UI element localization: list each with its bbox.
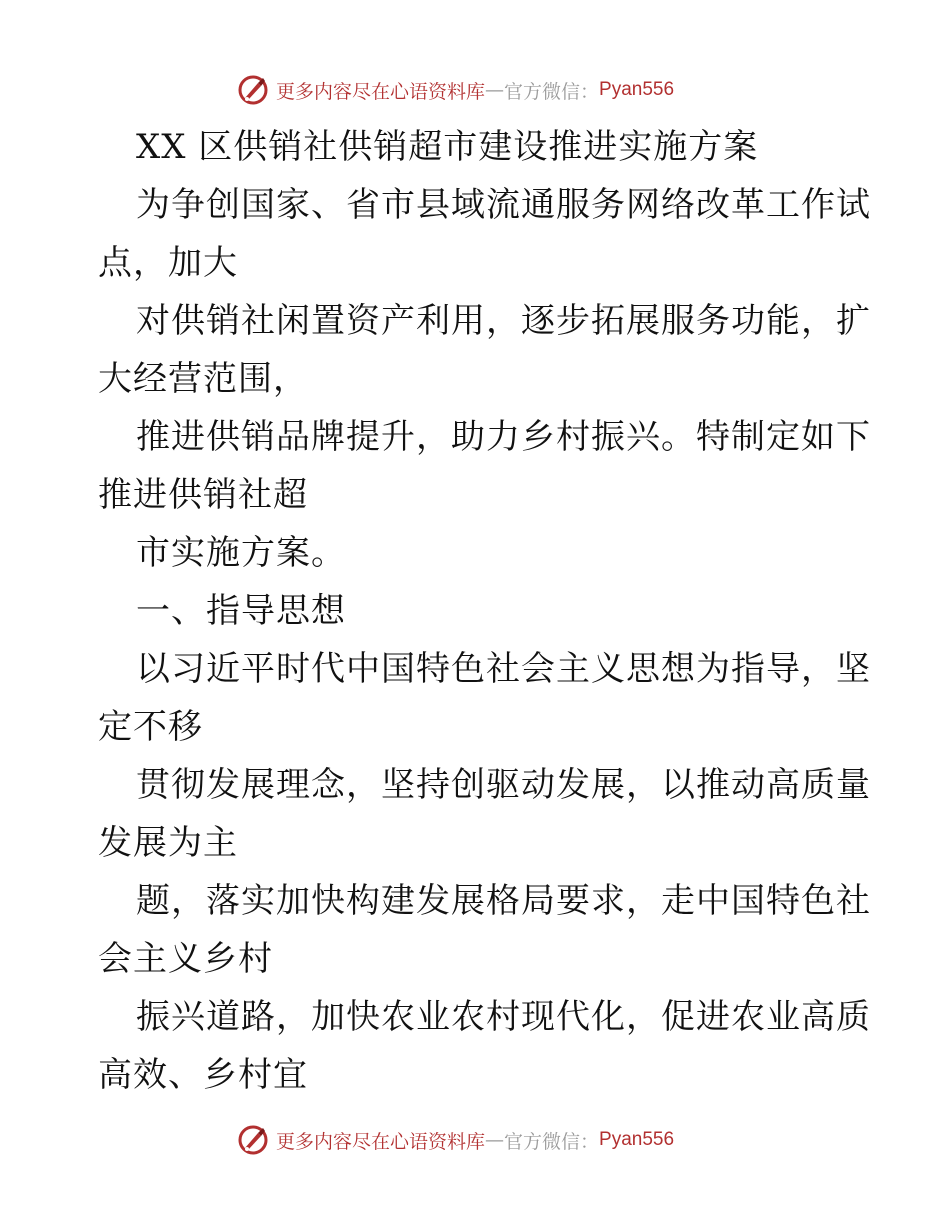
text-line: 会主义乡村 (98, 939, 273, 979)
watermark-text: 更多内容尽在心语资料库 (276, 80, 486, 103)
watermark-footer (236, 1120, 674, 1160)
text-line: 贯彻发展理念，坚持创驱动发展，以推动高质量 (136, 765, 871, 805)
text-line: 点，加大 (98, 243, 238, 283)
text-line: 对供销社闲置资产利用，逐步拓展服务功能，扩 (136, 301, 871, 341)
watermark-text: 更多内容尽在心语资料库 (276, 1130, 486, 1153)
text-line: 以习近平时代中国特色社会主义思想为指导，坚 (136, 649, 871, 689)
text-line: 高效、乡村宜 (98, 1055, 308, 1095)
watermark-label: 官方微信： (504, 80, 600, 103)
text-line: 大经营范围， (98, 359, 308, 399)
text-line: 发展为主 (98, 823, 238, 863)
watermark-id: Pyan556 (599, 79, 675, 100)
text-line: 振兴道路，加快农业农村现代化，促进农业高质 (136, 997, 871, 1037)
watermark-label: 官方微信： (504, 1130, 600, 1153)
watermark-separator: — (485, 1129, 505, 1151)
text-line: 定不移 (98, 707, 203, 747)
text-line: 为争创国家、省市县域流通服务网络改革工作试 (136, 185, 871, 225)
watermark-separator: — (485, 79, 505, 101)
watermark-id: Pyan556 (599, 1129, 675, 1150)
section-heading: 一、指导思想 (136, 591, 346, 631)
document-title: XX 区供销社供销超市建设推进实施方案 (136, 127, 759, 167)
text-line: 推进供销社超 (98, 475, 308, 515)
text-line: 推进供销品牌提升，助力乡村振兴。特制定如下 (136, 417, 871, 457)
text-line: 题，落实加快构建发展格局要求，走中国特色社 (136, 881, 871, 921)
text-line: 市实施方案。 (136, 533, 346, 573)
pen-circle-logo-icon (236, 1123, 270, 1157)
